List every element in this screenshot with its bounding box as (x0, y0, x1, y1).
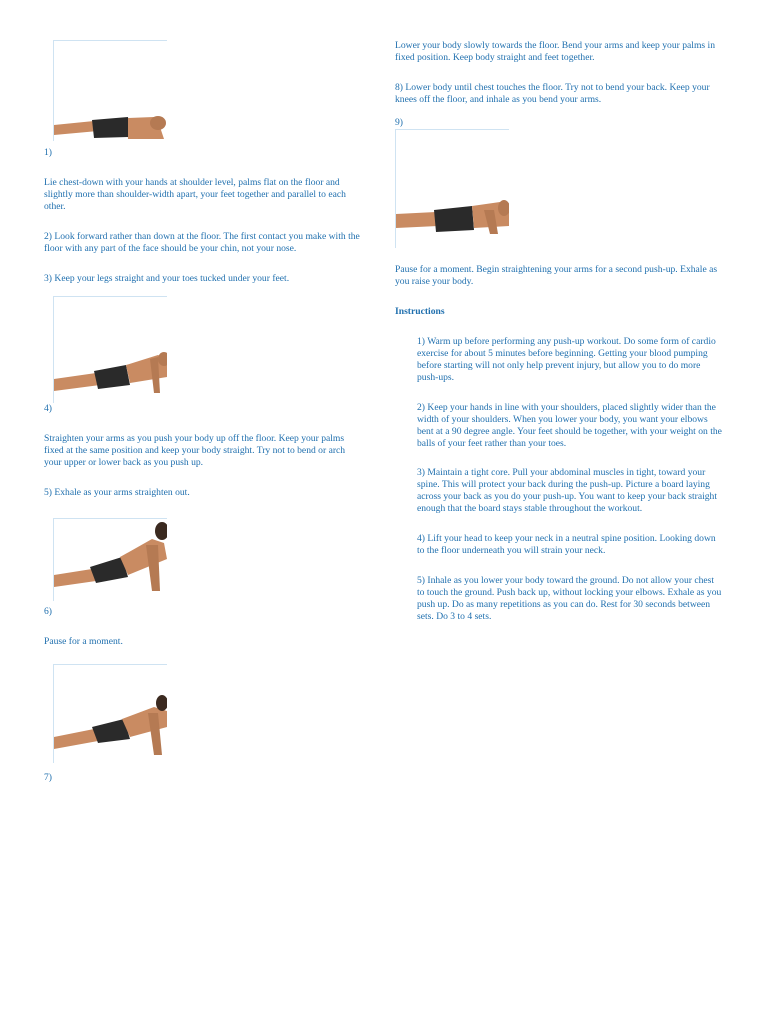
instruction-4: 4) Lift your head to keep your neck in a neutral spine position. Looking down to the floor underneath you will strain your neck. (417, 533, 716, 556)
pushup-figure-9 (395, 129, 509, 248)
pushup-figure-4 (53, 296, 167, 403)
figure-6-label: 6) (44, 606, 52, 617)
figure-1-label: 1) (44, 147, 52, 158)
figure-9-label: 9) (395, 117, 403, 128)
pushup-figure-1 (53, 40, 167, 141)
right-paragraph-3: Pause for a moment. Begin straightening your arms for a second push-up. Exhale as you raise your body. (395, 264, 718, 287)
right-paragraph-2: 8) Lower body until chest touches the floor. Try not to bend your back. Keep your knees off the floor, and inhale as you bend your arms. (395, 82, 710, 105)
figure-7-label: 7) (44, 772, 52, 783)
instruction-3: 3) Maintain a tight core. Pull your abdominal muscles in tight, toward your spine. This will protect your back during the push-up. Picture a board laying across your back as you do your push-up. You want to keep your back straight enough that the board stays stable throughout the workout. (417, 467, 718, 514)
left-paragraph-1: Lie chest-down with your hands at shoulder level, palms flat on the floor and slightly more than shoulder-width apart, your feet together and parallel to each other. (44, 177, 346, 212)
left-paragraph-3: 3) Keep your legs straight and your toes tucked under your feet. (44, 273, 290, 284)
left-paragraph-6: Pause for a moment. (44, 636, 123, 647)
left-paragraph-2: 2) Look forward rather than down at the floor. The first contact you make with the floor with any part of the face should be your chin, not your nose. (44, 231, 360, 254)
pushup-figure-6 (53, 518, 167, 601)
pushup-figure-7 (53, 664, 167, 763)
right-paragraph-1: Lower your body slowly towards the floor. Bend your arms and keep your palms in fixed position. Keep body straight and feet together. (395, 40, 715, 63)
instruction-1: 1) Warm up before performing any push-up workout. Do some form of cardio exercise for about 5 minutes before beginning. Getting your blood pumping before starting will not only help prevent injury, but allow you to do more push-ups. (417, 336, 716, 383)
instruction-2: 2) Keep your hands in line with your shoulders, placed slightly wider than the width of your shoulders. When you lower your body, you want your elbows bent at a 90 degree angle. Your feet should be together, with your weight on the balls of your feet rather than your toes. (417, 402, 722, 449)
left-paragraph-4: Straighten your arms as you push your body up off the floor. Keep your palms fixed at the same position and keep your body straight. Try not to bend or arch your upper or lower back as you push up. (44, 433, 346, 468)
figure-4-label: 4) (44, 403, 52, 414)
instructions-heading: Instructions (395, 306, 445, 317)
left-paragraph-5: 5) Exhale as your arms straighten out. (44, 487, 190, 498)
instruction-5: 5) Inhale as you lower your body toward the ground. Do not allow your chest to touch the ground. Push back up, without locking your elbows. Exhale as you push up. Do as many repetitions as you can do. Rest for 30 seconds between sets. Do 3 to 4 sets. (417, 575, 722, 622)
